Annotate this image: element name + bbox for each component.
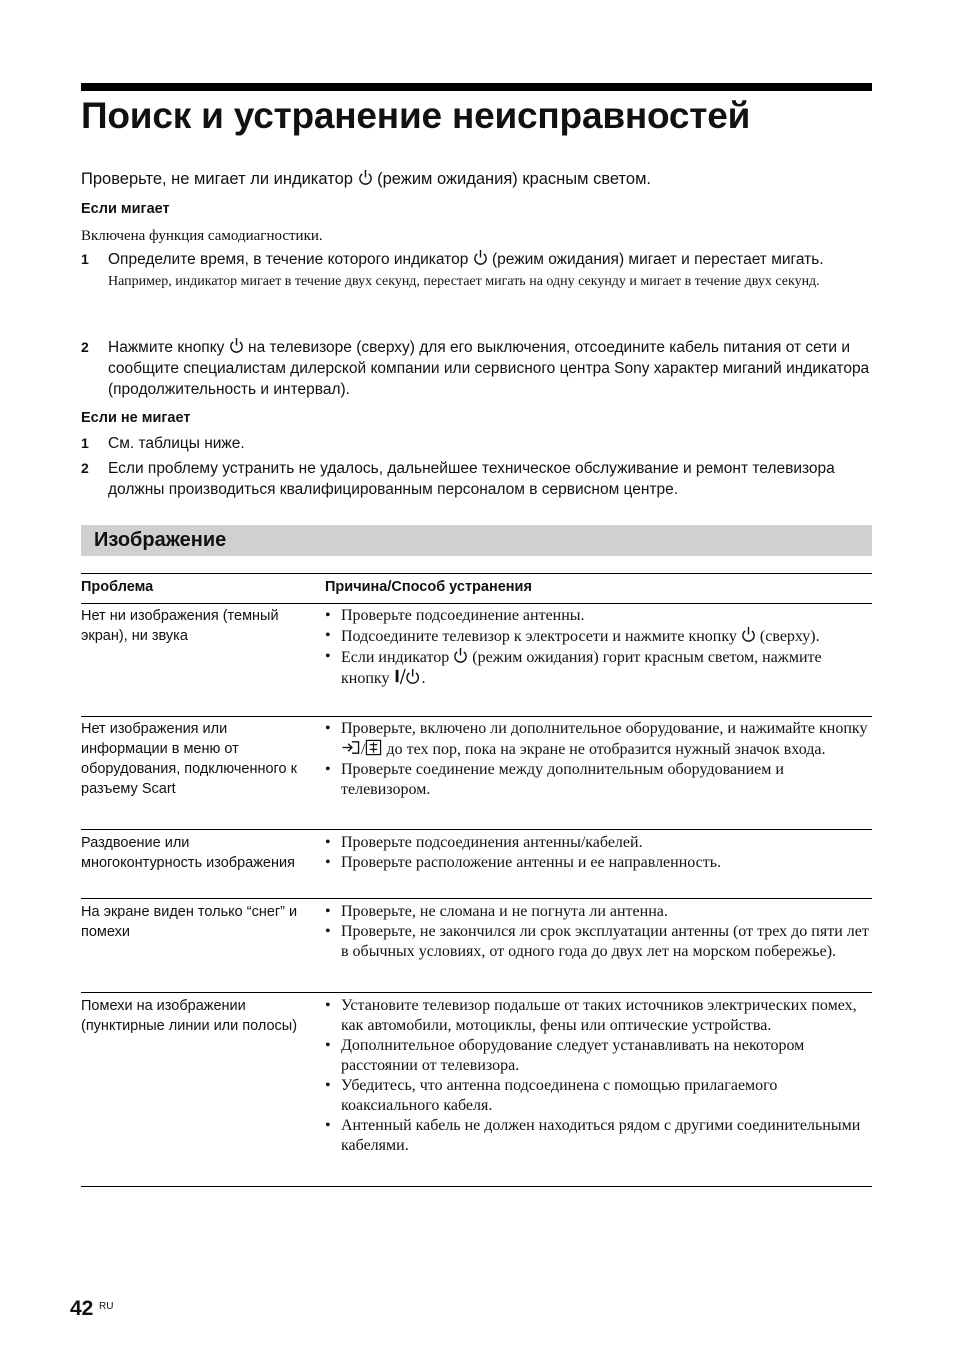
title-rule — [81, 83, 872, 91]
heading-if-not-blinking: Если не мигает — [81, 410, 191, 426]
input-select-icon — [341, 739, 361, 756]
column-header-cause: Причина/Способ устранения — [325, 579, 532, 595]
table-row-causes — [325, 833, 870, 873]
noblink-step-2: 2 Если проблему устранить не удалось, дальнейшее техническое обслуживание и ремонт телевизора должны производиться квалифицированным персоналом в сервисном центре. — [81, 460, 835, 498]
list-item: • Подсоедините телевизор к электросети и нажмите кнопку (сверху). — [325, 626, 870, 647]
list-item: • Проверьте подсоединение антенны. — [325, 606, 870, 626]
blink-step-2: 2 Нажмите кнопку на телевизоре (сверху) для его выключения, отсоедините кабель питания от сети и сообщите специалистам дилерской компании или сервисного центра Sony характер миганий индикатора (продолжительность и интервал). — [81, 339, 870, 398]
section-title: Изображение — [94, 529, 227, 551]
power-on-off-icon — [393, 668, 421, 685]
table-rule — [81, 992, 872, 993]
power-standby-icon — [473, 249, 488, 266]
blink-step-1: 1 Определите время, в течение которого индикатор (режим ожидания) мигает и перестает мигать. Например, индикатор мигает в течение двух секунд, перестает мигать на одну секунду и мигает в течение двух секунд. — [81, 249, 871, 292]
page-language: RU — [99, 1301, 114, 1312]
power-standby-icon — [741, 626, 756, 643]
blink-example: Например, индикатор мигает в течение двух секунд, перестает мигать на одну секунду и мигает в течение двух секунд. — [108, 274, 820, 289]
table-row-problem: Нет ни изображения (темный экран), ни звука — [81, 608, 279, 644]
text-hold-icon — [365, 739, 382, 756]
table-row-problem: Помехи на изображении (пунктирные линии или полосы) — [81, 998, 298, 1034]
table-row-problem: Нет изображения или информации в меню от оборудования, подключенного к разъему Scart — [81, 721, 297, 797]
table-rule — [81, 573, 872, 574]
table-rule — [81, 829, 872, 830]
table-row-causes — [325, 719, 870, 800]
table-row-problem: На экране виден только “снег” и помехи — [81, 904, 298, 940]
list-item: • Дополнительное оборудование следует устанавливать на некотором расстоянии от телевизора. — [325, 1036, 870, 1076]
list-item: • Проверьте подсоединения антенны/кабелей. — [325, 833, 870, 853]
table-row-causes — [325, 902, 870, 962]
list-item: • Если индикатор (режим ожидания) горит красным светом, нажмите кнопку . — [325, 647, 870, 689]
column-header-problem: Проблема — [81, 579, 154, 595]
noblink-step-1: 1 См. таблицы ниже. — [81, 435, 245, 452]
table-row-problem: Раздвоение или многоконтурность изображения — [81, 835, 295, 871]
list-item: • Проверьте, не закончился ли срок эксплуатации антенны (от трех до пяти лет в обычных условиях, от одного года до двух лет на морском побережье). — [325, 922, 870, 962]
list-item: • Проверьте соединение между дополнительным оборудованием и телевизором. — [325, 760, 870, 800]
list-item: • Убедитесь, что антенна подсоединена с помощью прилагаемого коаксиального кабеля. — [325, 1076, 870, 1116]
list-item: • Установите телевизор подальше от таких источников электрических помех, как автомобили, мотоциклы, фены или оптические устройства. — [325, 996, 870, 1036]
table-rule — [81, 716, 872, 717]
list-item: • Проверьте, не сломана и не погнута ли антенна. — [325, 902, 870, 922]
table-rule — [81, 603, 872, 604]
list-item: • Проверьте расположение антенны и ее направленность. — [325, 853, 870, 873]
table-row-causes — [325, 996, 870, 1156]
power-standby-icon — [358, 169, 373, 186]
list-item: • Антенный кабель не должен находиться рядом с другими соединительными кабелями. — [325, 1116, 870, 1156]
table-rule — [81, 1186, 872, 1187]
table-rule — [81, 898, 872, 899]
intro-text: Проверьте, не мигает ли индикатор (режим ожидания) красным светом. — [81, 170, 652, 188]
page-title: Поиск и устранение неисправностей — [81, 95, 751, 136]
self-diagnosis-note: Включена функция самодиагностики. — [81, 228, 323, 244]
list-item: • Проверьте, включено ли дополнительное оборудование, и нажимайте кнопку / до тех пор, пока на экране не отобразится нужный значок входа. — [325, 719, 870, 760]
table-row-causes — [325, 606, 870, 689]
power-standby-icon — [453, 647, 468, 664]
page-number: 42 — [70, 1297, 94, 1320]
heading-if-blinking: Если мигает — [81, 201, 170, 217]
power-standby-icon — [229, 337, 244, 354]
